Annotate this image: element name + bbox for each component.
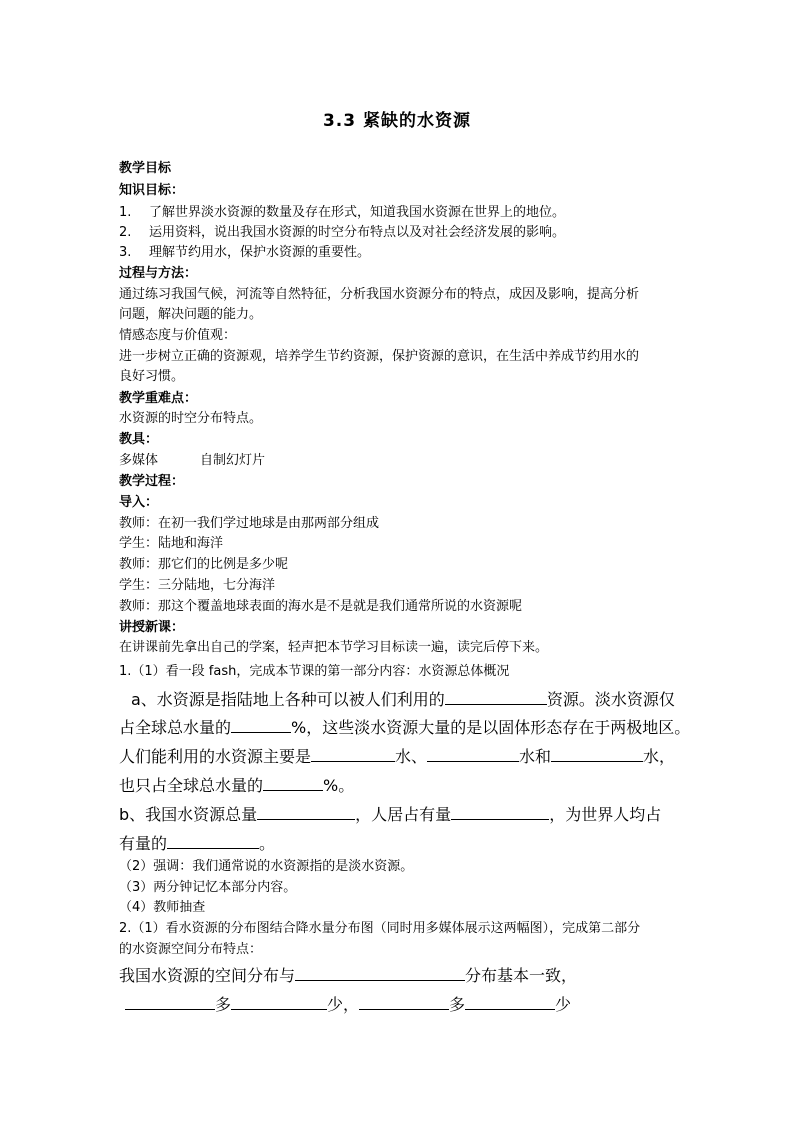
attitude-text: 良好习惯。 — [119, 369, 185, 384]
fill-text: 多 — [215, 995, 232, 1014]
fill-blank[interactable] — [231, 993, 327, 1010]
fill-blank[interactable] — [125, 993, 215, 1010]
heading-process-method: 过程与方法： — [119, 266, 198, 281]
dialogue-line: 教师：那它们的比例是多少呢 — [119, 557, 289, 572]
step-1-3-text: （3）两分钟记忆本部分内容。 — [119, 880, 297, 895]
fill-text: a、水资源是指陆地上各种可以被人们利用的 — [131, 690, 445, 709]
fill-text: 少 — [555, 995, 572, 1014]
fill-text: 资源。淡水资源仅 — [546, 690, 675, 709]
key-points-text: 水资源的时空分布特点。 — [119, 411, 263, 426]
fill-line — [119, 745, 719, 769]
fill-line — [119, 716, 719, 740]
fill-blank[interactable] — [311, 745, 395, 762]
goal-item — [119, 223, 699, 242]
fill-text: 。 — [259, 834, 276, 853]
fill-text: 人们能利用的水资源主要是 — [119, 747, 312, 766]
fill-text: %。 — [323, 776, 355, 795]
fill-line — [119, 688, 719, 712]
goal-text: 运用资料，说出我国水资源的时空分布特点以及对社会经济发展的影响。 — [149, 225, 566, 240]
fill-line — [119, 774, 719, 798]
fill-line — [119, 803, 719, 827]
fill-text: 我国水资源的空间分布与 — [119, 966, 296, 985]
tool-slides: 自制幻灯片 — [200, 453, 266, 468]
goal-number: 3. — [119, 245, 132, 260]
fill-text: 也只占全球总水量的 — [119, 776, 264, 795]
fill-text: 占全球总水量的 — [119, 718, 232, 737]
fill-blank[interactable] — [295, 964, 465, 981]
goal-number: 1. — [119, 205, 132, 220]
fill-line — [119, 964, 719, 988]
step-2-text: 的水资源空间分布特点： — [119, 942, 263, 957]
fill-blank[interactable] — [445, 688, 547, 705]
dialogue-line: 教师：那这个覆盖地球表面的海水是不是就是我们通常所说的水资源呢 — [119, 599, 523, 614]
fill-line — [119, 832, 719, 856]
fill-text: 水， — [643, 747, 676, 766]
attitude-text: 进一步树立正确的资源观，培养学生节约资源，保护资源的意识，在生活中养成节约用水的 — [119, 349, 640, 364]
goal-text: 理解节约用水，保护水资源的重要性。 — [149, 245, 371, 260]
tools-text — [119, 451, 699, 470]
fill-line — [119, 993, 719, 1017]
fill-text: 分布基本一致， — [465, 966, 578, 985]
process-text: 通过练习我国气候，河流等自然特征，分析我国水资源分布的特点，成因及影响，提高分析 — [119, 287, 640, 302]
fill-blank[interactable] — [359, 993, 449, 1010]
page-title: 3.3 紧缺的水资源 — [322, 111, 472, 131]
dialogue-line: 学生：陆地和海洋 — [119, 536, 224, 551]
goal-item — [119, 203, 699, 222]
heading-process: 教学过程： — [119, 474, 185, 489]
step-1-4-text: （4）教师抽查 — [119, 900, 206, 915]
fill-blank[interactable] — [263, 774, 323, 791]
heading-knowledge-goals: 知识目标： — [119, 183, 185, 198]
fill-blank[interactable] — [257, 803, 355, 820]
goal-item — [119, 243, 699, 262]
heading-teaching-goals: 教学目标 — [119, 161, 172, 176]
goal-number: 2. — [119, 225, 132, 240]
fill-blank[interactable] — [551, 745, 643, 762]
fill-text: 水、 — [395, 747, 428, 766]
fill-text: %，这些淡水资源大量的是以固体形态存在于两极地区。 — [291, 718, 691, 737]
step-1-text: 1.（1）看一段 fash，完成本节课的第一部分内容：水资源总体概况 — [119, 664, 510, 679]
fill-text: ，为世界人均占 — [549, 805, 662, 824]
fill-blank[interactable] — [231, 716, 291, 733]
step-1-2-text: （2）强调：我们通常说的水资源指的是淡水资源。 — [119, 859, 414, 874]
fill-text: 水和 — [519, 747, 552, 766]
dialogue-line: 教师：在初一我们学过地球是由那两部分组成 — [119, 516, 380, 531]
fill-blank[interactable] — [465, 993, 555, 1010]
fill-text: 少， — [327, 995, 360, 1014]
heading-tools: 教具： — [119, 432, 159, 447]
fill-text: 多 — [449, 995, 466, 1014]
fill-blank[interactable] — [451, 803, 549, 820]
heading-key-points: 教学重难点： — [119, 391, 198, 406]
goal-text: 了解世界淡水资源的数量及存在形式，知道我国水资源在世界上的地位。 — [149, 205, 566, 220]
tool-multimedia: 多媒体 — [119, 453, 159, 468]
fill-blank[interactable] — [427, 745, 519, 762]
heading-attitude: 情感态度与价值观： — [119, 328, 237, 343]
heading-intro: 导入： — [119, 495, 159, 510]
fill-text: 有量的 — [119, 834, 168, 853]
fill-blank[interactable] — [167, 832, 259, 849]
fill-text: b、我国水资源总量 — [119, 805, 258, 824]
heading-new-lesson: 讲授新课： — [119, 620, 185, 635]
process-text: 问题，解决问题的能力。 — [119, 307, 263, 322]
step-2-text: 2.（1）看水资源的分布图结合降水量分布图（同时用多媒体展示这两幅图），完成第二部分 — [119, 921, 641, 936]
dialogue-line: 学生：三分陆地，七分海洋 — [119, 578, 276, 593]
new-lesson-text: 在讲课前先拿出自己的学案，轻声把本节学习目标读一遍，读完后停下来。 — [119, 640, 549, 655]
fill-text: ，人居占有量 — [355, 805, 452, 824]
